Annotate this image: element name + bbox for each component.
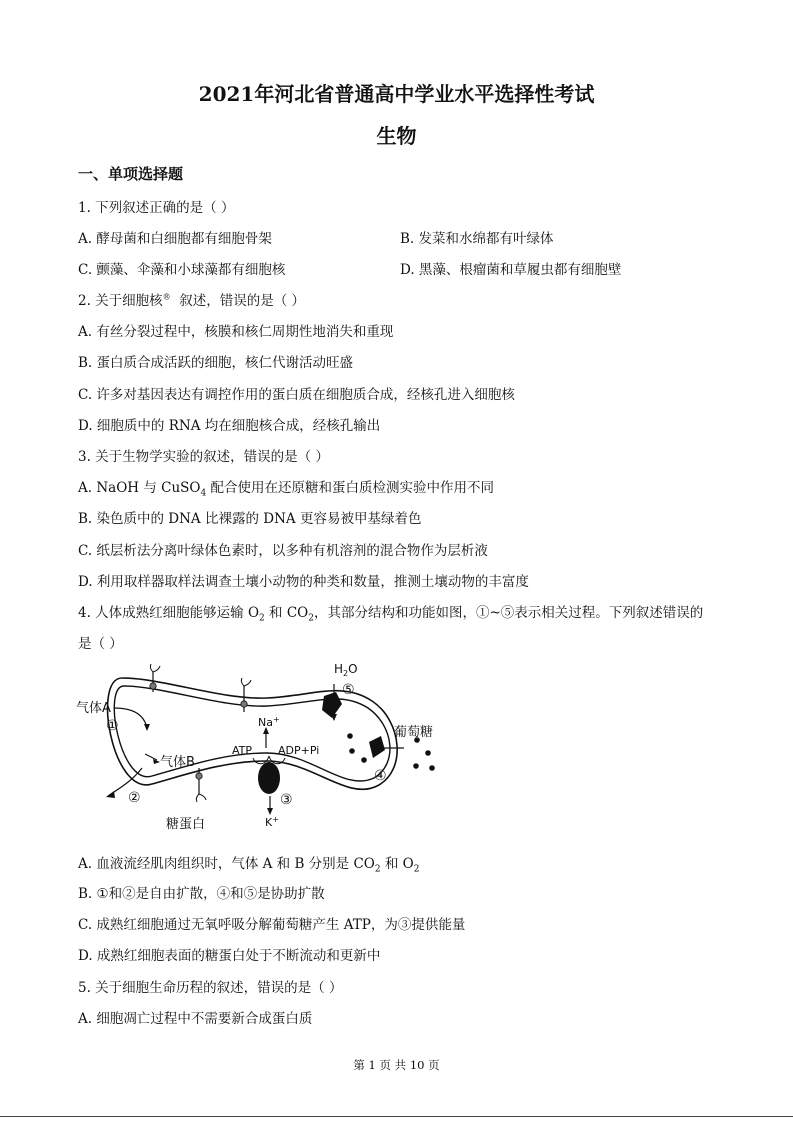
q3-option-c: C. 纸层析法分离叶绿体色素时，以多种有机溶剂的混合物作为层析液 — [78, 543, 488, 559]
q2-option-a: A. 有丝分裂过程中，核膜和核仁周期性地消失和重现 — [78, 324, 394, 340]
atp-label: ATP — [232, 744, 253, 757]
membrane-inner — [114, 686, 390, 781]
glucose-dot — [349, 748, 355, 754]
q4-stem-line1 — [78, 601, 703, 624]
subject-title: 生物 — [376, 124, 417, 148]
q4-a-text2: 和 O — [380, 856, 414, 872]
na-text: Na — [258, 716, 273, 729]
q5-option-a: A. 细胞凋亡过程中不需要新合成蛋白质 — [78, 1011, 313, 1027]
circle-3-label: ③ — [280, 792, 293, 808]
q4-option-a — [78, 852, 419, 875]
q2-option-c: C. 许多对基因表达有调控作用的蛋白质在细胞质合成，经核孔进入细胞核 — [78, 387, 515, 403]
q2-stem-head: 2. 关于细胞核 — [78, 293, 163, 309]
q4-stem-line2: 是（ ） — [78, 636, 123, 652]
q1-option-d: D. 黑藻、根瘤菌和草履虫都有细胞壁 — [400, 262, 622, 278]
glucose-dot — [429, 765, 435, 771]
water-o: O — [348, 662, 358, 676]
q4-option-c: C. 成熟红细胞通过无氧呼吸分解葡萄糖产生 ATP，为③提供能量 — [78, 917, 466, 933]
q2-option-d: D. 细胞质中的 RNA 均在细胞核合成，经核孔输出 — [78, 418, 381, 434]
section-heading: 一、单项选择题 — [78, 165, 184, 183]
glucose-dot — [413, 763, 419, 769]
q1-option-c: C. 颤藻、伞藻和小球藻都有细胞核 — [78, 262, 286, 278]
q2-stem-tail: 叙述，错误的是（ ） — [179, 293, 306, 309]
glycoprotein-label: 糖蛋白 — [166, 817, 206, 832]
gas-a-arrow — [114, 708, 147, 728]
q4-a-sub2: 2 — [413, 864, 420, 875]
glucose-dot — [425, 750, 431, 756]
water-h: H — [334, 662, 344, 676]
q4-option-b: B. ①和②是自由扩散，④和⑤是协助扩散 — [78, 886, 325, 902]
circle-4-label: ④ — [374, 768, 387, 784]
gas-a-label: 气体A — [76, 701, 111, 716]
water-sub: 2 — [343, 669, 349, 678]
gas-b-label: 气体B — [160, 755, 195, 770]
water-label — [334, 662, 358, 678]
page-footer: 第 1 页 共 10 页 — [353, 1058, 440, 1072]
q2-stem-mark: ® — [162, 292, 171, 302]
q3-option-a — [78, 476, 494, 499]
q4-stem-c: 和 CO — [264, 605, 309, 621]
glycoprotein-top-middle — [241, 678, 251, 712]
potassium-label — [265, 815, 279, 829]
circle-1-label: ① — [106, 718, 119, 734]
glucose-transporter — [369, 736, 385, 758]
q5-stem: 5. 关于细胞生命历程的叙述，错误的是（ ） — [78, 980, 343, 996]
q4-stem-sub2: 2 — [308, 613, 314, 624]
q3-a-pre: A. NaOH 与 CuSO — [78, 480, 201, 496]
glycoprotein-top-left — [150, 664, 160, 692]
q1-option-a: A. 酵母菌和白细胞都有细胞骨架 — [78, 231, 272, 247]
q4-stem-a: 4. 人体成熟红细胞能够运输 O — [78, 605, 260, 621]
glucose-label: 葡萄糖 — [394, 725, 434, 740]
q3-stem: 3. 关于生物学实验的叙述，错误的是（ ） — [78, 449, 329, 465]
bottom-rule — [0, 1116, 793, 1117]
q2-option-b: B. 蛋白质合成活跃的细胞，核仁代谢活动旺盛 — [78, 355, 354, 371]
circle-2-label: ② — [128, 790, 141, 806]
q2-stem — [78, 289, 305, 309]
sodium-label — [258, 715, 280, 729]
red-blood-cell-figure — [72, 656, 452, 836]
q3-option-d: D. 利用取样器取样法调查土壤小动物的种类和数量，推测土壤动物的丰富度 — [78, 574, 529, 590]
na-sup: + — [272, 715, 280, 724]
exam-title: 2021年河北省普通高中学业水平选择性考试 — [198, 82, 595, 106]
q4-a-text1: A. 血液流经肌肉组织时，气体 A 和 B 分别是 CO — [78, 856, 375, 872]
k-sup: + — [272, 815, 279, 824]
q1-stem: 1. 下列叙述正确的是（ ） — [78, 200, 235, 216]
glucose-dot — [347, 733, 353, 739]
q3-option-b: B. 染色质中的 DNA 比裸露的 DNA 更容易被甲基绿着色 — [78, 511, 422, 527]
k-text: K — [265, 816, 273, 829]
sodium-potassium-pump — [258, 762, 280, 794]
q4-stem-e: ，其部分结构和功能如图，①~⑤表示相关过程。下列叙述错误的 — [313, 605, 704, 621]
glycoprotein-bottom — [196, 768, 206, 802]
q4-a-sub1: 2 — [374, 864, 381, 875]
q3-a-post: 配合使用在还原糖和蛋白质检测实验中作用不同 — [206, 480, 494, 496]
q4-option-d: D. 成熟红细胞表面的糖蛋白处于不断流动和更新中 — [78, 948, 381, 964]
adp-pi-label: ADP+Pi — [278, 744, 320, 757]
circle-5-label: ⑤ — [342, 682, 355, 698]
glucose-dot — [361, 757, 367, 763]
q4-stem-sub1: 2 — [259, 613, 265, 624]
q1-option-b: B. 发菜和水绵都有叶绿体 — [400, 231, 554, 247]
q3-a-sub: 4 — [200, 488, 207, 499]
